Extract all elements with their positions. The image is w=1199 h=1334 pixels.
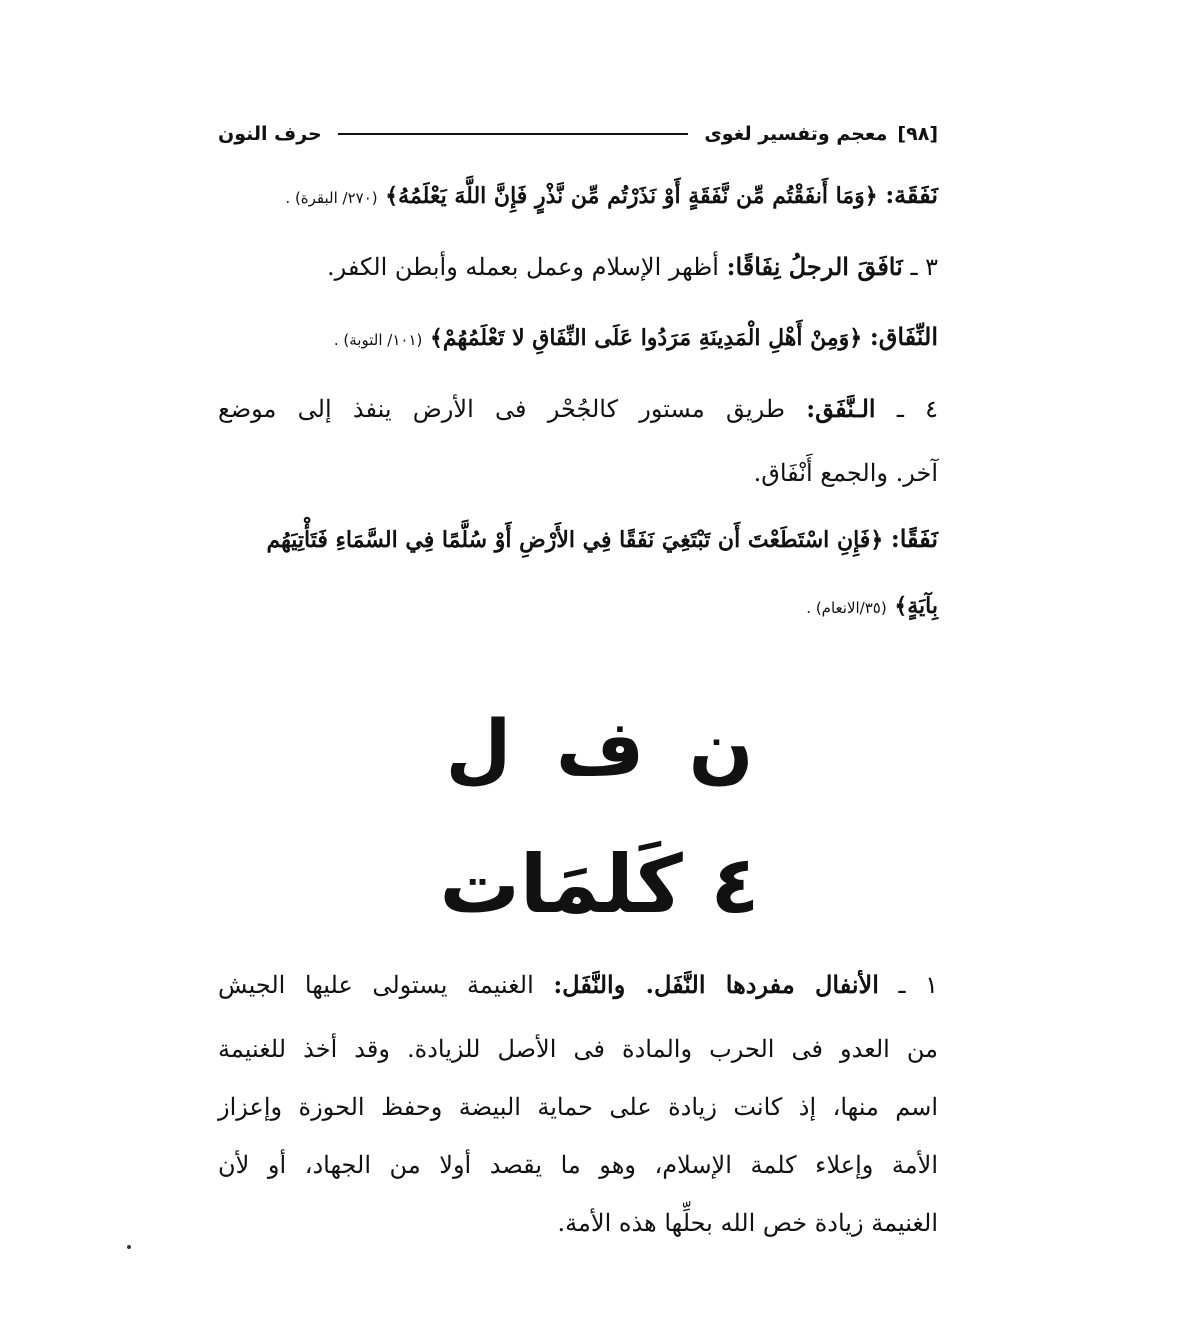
entry-nafaqan-line1 [218,512,938,566]
section-title: حرف النون [218,123,322,145]
word-count-heading: ٤ كَلمَات [439,838,760,931]
entry-nafaqan-line2 [218,578,938,632]
verse-reference: (٣٥/الانعام) . [806,599,887,617]
entry-term: نَفَقًا: [890,524,938,553]
entry-term: النِّفَاق: [869,322,938,351]
entry-headword: نَافَقَ الرجلُ نِفَاقًا: [726,252,903,281]
entry-definition-cont: آخر. والجمع أَنْفَاق. [753,459,938,487]
quran-verse: ﴿فَإِنِ اسْتَطَعْتَ أَن تَبْتَغِيَ نَفَقًا فِي الأَرْضِ أَوْ سُلَّمًا فِي السَّمَاءِ فَتَأْتِيَهُم [266,527,884,553]
entry-nafaqa [218,168,938,222]
verse-reference: (٢٧٠/ البقرة) . [285,189,378,207]
paragraph-line2: من العدو فى الحرب والمادة فى الأصل للزيادة. وقد أخذ للغنيمة [218,1035,938,1063]
paragraph-line4: الأمة وإعلاء كلمة الإسلام، وهو ما يقصد أولا من الجهاد، أو لأن [218,1151,938,1179]
paragraph-text: الغنيمة يستولى عليها الجيش [218,971,534,999]
entry-headword: الأنفال مفردها النَّفَل. والنَّفَل: [553,970,879,999]
header-rule [338,133,689,135]
entry-nifaq [218,310,938,364]
scan-speck [127,1245,131,1249]
entry-number: ٣ ـ [910,253,938,281]
root-letters-heading: ن ف ل [445,703,754,792]
entry-definition: أظهر الإسلام وعمل بعمله وأبطن الكفر. [327,253,719,281]
quran-verse-cont: بِآيَةٍ﴾ [894,593,938,619]
entry-nafaq-line2 [218,446,938,500]
quran-verse: ﴿وَمِنْ أَهْلِ الْمَدِينَةِ مَرَدُوا عَلَى النِّفَاقِ لا تَعْلَمُهُمْ﴾ [430,325,863,351]
paragraph-line1 [218,958,938,1012]
paragraph-line5: الغنيمة زيادة خص الله بحلِّها هذه الأمة. [557,1209,938,1237]
entry-term: نَفَقَة: [885,180,938,209]
book-title: معجم وتفسير لغوى [704,123,888,145]
running-header [218,116,938,152]
page-number: [٩٨] [897,123,938,145]
paragraph-line3: اسم منها، إذ كانت زيادة على حماية البيضة وحفظ الحوزة وإعزاز [218,1093,938,1121]
entry-headword: الـنَّفَق: [806,394,876,423]
entry-nafaqa-heading [218,240,938,294]
entry-definition: طريق مستور كالجُحْر فى الأرض ينفذ إلى موضع [218,395,786,423]
entry-nafaq-line1 [218,382,938,436]
verse-reference: (١٠١/ التوبة) . [333,331,423,349]
entry-number: ٤ ـ [896,395,938,423]
entry-number: ١ ـ [898,971,938,999]
quran-verse: ﴿وَمَا أَنفَقْتُم مِّن نَّفَقَةٍ أَوْ نَذَرْتُم مِّن نَّذْرٍ فَإِنَّ اللَّهَ يَعْلَمُهُ﴾ [385,183,878,209]
